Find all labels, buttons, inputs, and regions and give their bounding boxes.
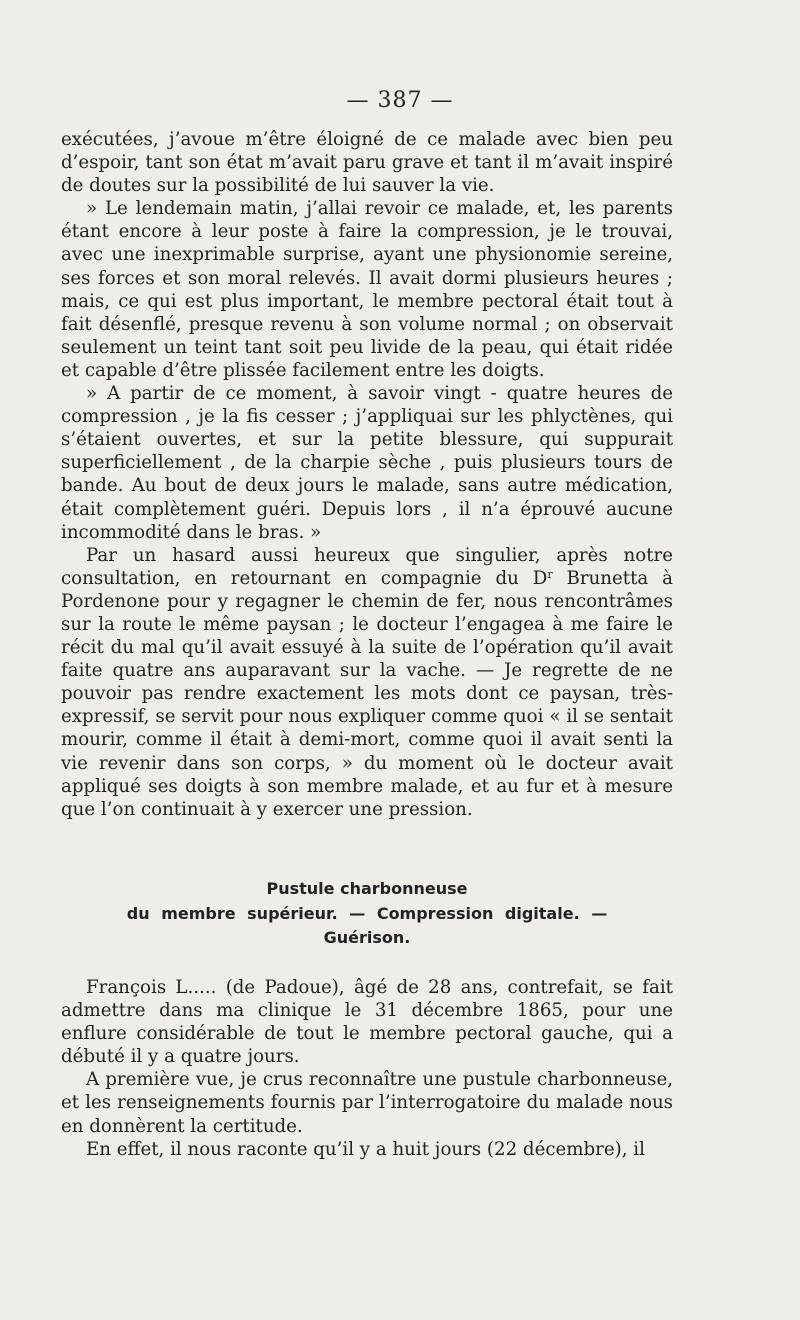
paragraph-premiere-vue: A première vue, je crus reconnaître une pustule charbonneuse, et les renseignements fournis par l’interrogatoire du malade nous en donnèrent la certitude.	[61, 1069, 673, 1137]
paragraph-hasard-rest: Brunetta à Pordenone pour y regagner le chemin de fer, nous rencontrâmes sur la route le même paysan ; le docteur l’engagea à me faire le récit du mal qu’il avait essuyé à la suite de l’opération qu’il avait faite quatre ans auparavant sur la vache. — Je regrette de ne pouvoir pas rendre exactement les mots dont ce paysan, très-expressif, se servit pour nous expliquer comme quoi « il se sentait mourir, comme il était à demi-mort, comme quoi il avait senti la vie revenir dans son corps, » du moment où le docteur avait appliqué ses doigts à son membre malade, et au fur et à mesure que l’on continuait à y exercer une pression.	[61, 567, 673, 820]
section-heading-line-2: du membre supérieur. — Compression digitale. —	[126, 904, 608, 923]
paragraph-hasard	[61, 544, 673, 821]
section-heading-line-3: Guérison.	[323, 928, 411, 947]
paragraph-lendemain: » Le lendemain matin, j’allai revoir ce malade, et, les parents étant encore à leur poste à faire la compression, je le trouvai, avec une inexprimable surprise, ayant une physionomie sereine, ses forces et son moral relevés. Il avait dormi plusieurs heures ; mais, ce qui est plus important, le membre pectoral était tout à fait désenflé, presque revenu à son volume normal ; on observait seulement un teint tant soit peu livide de la peau, qui était ridée et capable d’être plissée facilement entre les doigts.	[61, 198, 673, 381]
text-block-top	[61, 128, 673, 821]
paragraph-continuation: exécutées, j’avoue m’être éloigné de ce malade avec bien peu d’espoir, tant son état m’avait paru grave et tant il m’avait inspiré de doutes sur la possibilité de lui sauver la vie.	[61, 129, 673, 197]
text-block-bottom	[61, 976, 673, 1161]
paragraph-francois: François L..... (de Padoue), âgé de 28 ans, contrefait, se fait admettre dans ma clinique le 31 décembre 1865, pour une enflure considérable de tout le membre pectoral gauche, qui a débuté il y a quatre jours.	[61, 977, 673, 1068]
paragraph-compression: » A partir de ce moment, à savoir vingt - quatre heures de compression , je la fis cesser ; j’appliquai sur les phlyctènes, qui s’étaient ouvertes, et sur la petite blessure, qui suppurait superficiellement , de la charpie sèche , puis plusieurs tours de bande. Au bout de deux jours le malade, sans autre médication, était complètement guéri. Depuis lors , il n’a éprouvé aucune incommodité dans le bras. »	[61, 383, 673, 543]
superscript: r	[547, 567, 553, 581]
page-number: — 387 —	[346, 88, 454, 113]
paragraph-en-effet: En effet, il nous raconte qu’il y a huit jours (22 décembre), il	[86, 1138, 645, 1160]
paragraph-hasard-start: Par un hasard aussi heureux que singulier, après notre consultation, en retournant en compagnie du D	[61, 544, 673, 589]
section-heading-line-1: Pustule charbonneuse	[266, 879, 468, 898]
